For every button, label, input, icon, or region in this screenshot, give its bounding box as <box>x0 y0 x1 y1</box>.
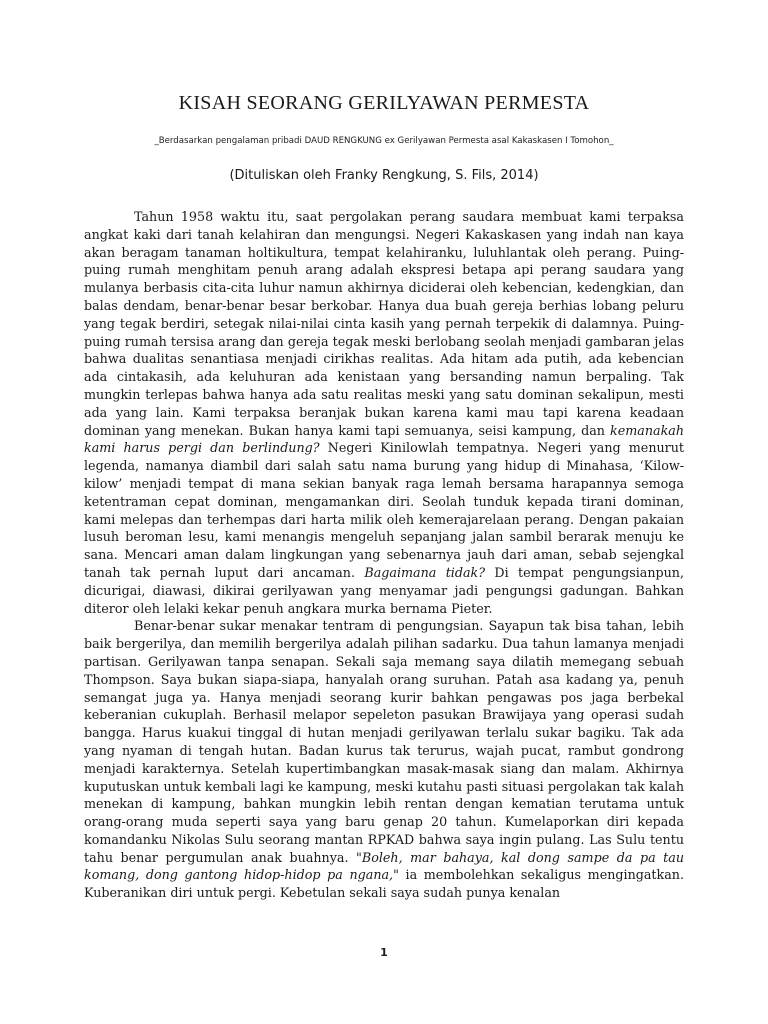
author-byline: (Dituliskan oleh Franky Rengkung, S. Fils, 2014) <box>229 168 539 183</box>
paragraph <box>84 617 684 902</box>
italic-phrase: Bagaimana tidak? <box>364 564 486 580</box>
italic-phrase: kemanakah kami harus pergi dan berlindung? <box>84 422 684 456</box>
document-subtitle: _Berdasarkan pengalaman pribadi DAUD RENGKUNG ex Gerilyawan Permesta asal Kakaskasen I Tomohon_ <box>154 136 614 146</box>
text-segment: Negeri Kinilowlah tempatnya. Negeri yang menurut legenda, namanya diambil dari salah satu nama burung yang hidup di Minahasa, ‘Kilow-kilow’ menjadi tempat di mana sekian banyak raga lemah bersama harapannya semoga ketentraman cepat dominan, mengamankan diri. Seolah tunduk kepada tirani dominan, kami melepas dan terhempas dari harta milik oleh kemerajarelaan perang. Dengan pakaian lusuh beroman lesu, kami menangis mengeluh sepanjang jalan sambil berarak menuju ke sana. Mencari aman dalam lingkungan yang sebenarnya jauh dari aman, sebab sejengkal tanah tak pernah luput dari ancaman. <box>84 440 684 580</box>
paragraph <box>84 208 684 617</box>
document-body <box>84 208 684 902</box>
italic-phrase: "Boleh, mar bahaya, kal dong sampe da pa tau komang, dong gantong hidop-hidop pa ngana," <box>84 849 684 883</box>
text-segment: Benar-benar sukar menakar tentram di pengungsian. Sayapun tak bisa tahan, lebih baik bergerilya, dan memilih bergerilya adalah pilihan sadarku. Dua tahun lamanya menjadi partisan. Gerilyawan tanpa senapan. Sekali saja memang saya dilatih memegang sebuah Thompson. Saya bukan siapa-siapa, hanyalah orang suruhan. Patah asa kadang ya, penuh semangat juga ya. Hanya menjadi seorang kurir bahkan pengawas pos jaga berbekal keberanian cukuplah. Berhasil melapor sepeleton pasukan Brawijaya yang operasi sudah bangga. Harus kuakui tinggal di hutan menjadi gerilyawan terlalu sukar bagiku. Tak ada yang nyaman di tengah hutan. Badan kurus tak terurus, wajah pucat, rambut gondrong menjadi karakternya. Setelah kupertimbangkan masak-masak siang dan malam. Akhirnya kuputuskan untuk kembali lagi ke kampung, meski kutahu pasti situasi pergolakan tak kalah menekan di kampung, bahkan mungkin lebih rentan dengan kematian terutama untuk orang-orang muda seperti saya yang baru genap 20 tahun. Kumelaporkan diri kepada komandanku Nikolas Sulu seorang mantan RPKAD bahwa saya ingin pulang. Las Sulu tentu tahu benar pergumulan anak buahnya. <box>84 618 684 865</box>
text-segment: Tahun 1958 waktu itu, saat pergolakan perang saudara membuat kami terpaksa angkat kaki dari tanah kelahiran dan mengungsi. Negeri Kakaskasen yang indah nan kaya akan beragam tanaman holtikultura, tempat kelahiranku, luluhlantak oleh perang. Puing-puing rumah menghitam penuh arang adalah ekspresi betapa api perang saudara yang mulanya berbasis cita-cita luhur namun akhirnya diciderai oleh kebencian, kedengkian, dan balas dendam, benar-benar besar berkobar. Hanya dua buah gereja berhias lobang peluru yang tegak berdiri, setegak nilai-nilai cinta kasih yang pernah terpekik di dalamnya. Puing-puing rumah tersisa arang dan gereja tegak meski berlobang seolah menjadi gambaran jelas bahwa dualitas senantiasa menjadi cirikhas realitas. Ada hitam ada putih, ada kebencian ada cintakasih, ada keluhuran ada kenistaan yang bersanding namun berpaling. Tak mungkin terlepas bahwa hanya ada satu realitas meski yang satu dominan sekalipun, mesti ada yang lain. Kami terpaksa beranjak bukan karena kami mau tapi karena keadaan dominan yang menekan. Bukan hanya kami tapi semuanya, seisi kampung, dan <box>84 209 684 438</box>
page-number: 1 <box>380 946 388 959</box>
text-segment: ia membolehkan sekaligus mengingatkan. Kuberanikan diri untuk pergi. Kebetulan sekali saya sudah punya kenalan <box>84 867 684 901</box>
document-title: KISAH SEORANG GERILYAWAN PERMESTA <box>178 92 590 114</box>
text-segment: Di tempat pengungsianpun, dicurigai, diawasi, dikirai gerilyawan yang menyamar jadi pengungsi gadungan. Bahkan diteror oleh lelaki kekar penuh angkara murka bernama Pieter. <box>84 564 684 616</box>
